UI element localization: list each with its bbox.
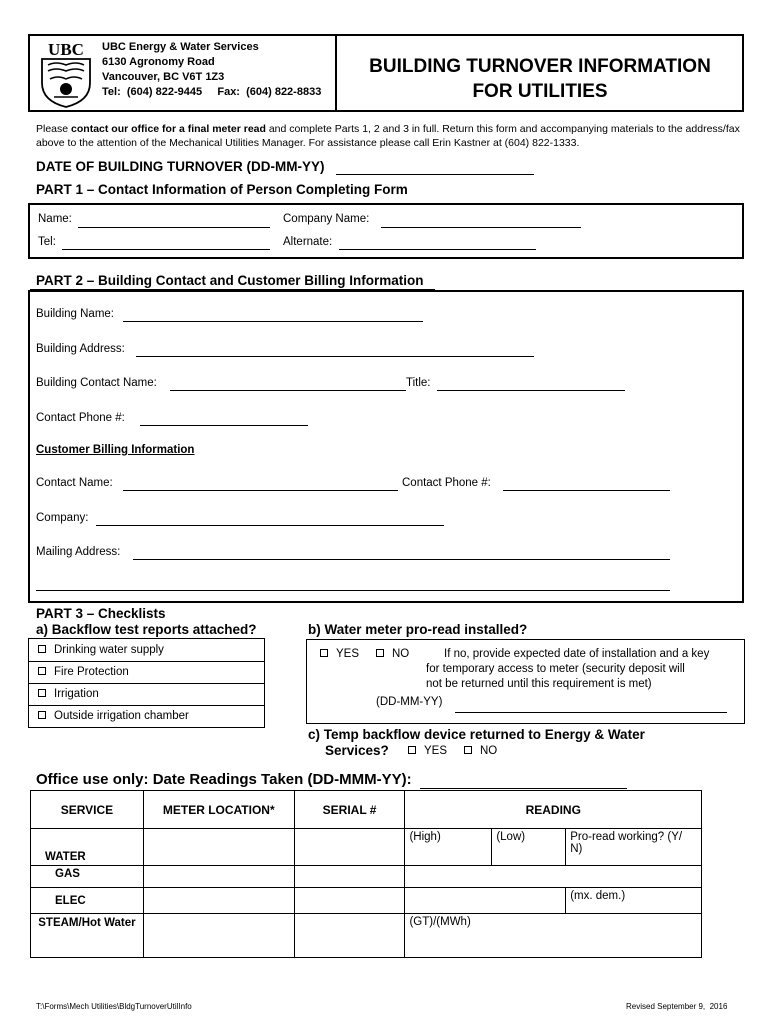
col-reading: READING: [405, 791, 702, 829]
part1-heading: PART 1 – Contact Information of Person Completing Form: [36, 182, 408, 197]
name-label: Name:: [38, 213, 72, 225]
steam-reading-cell[interactable]: (GT)/(MWh): [405, 914, 702, 958]
title-field[interactable]: [437, 390, 625, 391]
elec-meter-cell[interactable]: [143, 888, 294, 914]
company-name-label: Company Name:: [283, 213, 370, 225]
office-use-heading: Office use only: Date Readings Taken (DD-MMM-YY):: [36, 771, 412, 788]
col-meter-location: METER LOCATION*: [143, 791, 294, 829]
mailing-address-field-2[interactable]: [36, 590, 670, 591]
checkbox[interactable]: [38, 711, 46, 719]
building-address-label: Building Address:: [36, 343, 125, 355]
mailing-address-label: Mailing Address:: [36, 546, 121, 558]
tel-field[interactable]: [62, 249, 270, 250]
contact-phone-field[interactable]: [140, 425, 308, 426]
readings-table: [30, 790, 702, 958]
backflow-no[interactable]: NO: [464, 745, 497, 757]
water-serial-cell[interactable]: [294, 829, 405, 866]
billing-contact-phone-label: Contact Phone #:: [402, 477, 491, 489]
checkbox[interactable]: [38, 667, 46, 675]
city: Vancouver, BC V6T 1Z3: [102, 71, 225, 83]
part3c-heading: c) Temp backflow device returned to Energy & Water: [308, 727, 645, 742]
part3c-heading-2: Services?: [325, 743, 389, 758]
steam-meter-cell[interactable]: [143, 914, 294, 958]
company-name-field[interactable]: [381, 227, 581, 228]
footer-path: T:\Forms\Mech Utilities\BldgTurnoverUtilInfo: [36, 1002, 192, 1011]
building-contact-field[interactable]: [170, 390, 406, 391]
part3-heading: PART 3 – Checklists: [36, 606, 166, 621]
part3a-row-line: [28, 683, 265, 684]
intro-bold: contact our office for a final meter read: [71, 123, 266, 135]
part3a-heading: a) Backflow test reports attached?: [36, 622, 257, 637]
gas-reading-cell[interactable]: [405, 866, 702, 888]
part3a-row-line: [28, 661, 265, 662]
footer-revised: Revised September 9, 2016: [626, 1002, 728, 1011]
intro-text: Please contact our office for a final meter read and complete Parts 1, 2 and 3 in full. Return this form and accompanying materials to the address/fax above to the attention of the Mechanical Utilities Manager. For assistance please call Erin Kastner at (604) 822-1333.: [36, 123, 740, 149]
elec-serial-cell[interactable]: [294, 888, 405, 914]
form-title: [340, 54, 740, 104]
proread-date-field[interactable]: [455, 712, 727, 713]
header-divider: [335, 36, 337, 110]
building-name-field[interactable]: [123, 321, 423, 322]
mailing-address-field[interactable]: [133, 559, 670, 560]
checkbox[interactable]: [38, 689, 46, 697]
elec-mxdem-cell[interactable]: (mx. dem.): [566, 888, 702, 914]
title-line-2: FOR UTILITIES: [472, 81, 608, 102]
service-water: WATER: [31, 829, 144, 866]
alternate-field[interactable]: [339, 249, 536, 250]
steam-serial-cell[interactable]: [294, 914, 405, 958]
header-box: [28, 34, 744, 112]
name-field[interactable]: [78, 227, 270, 228]
checkbox[interactable]: [320, 649, 328, 657]
proread-note-3: not be returned until this requirement is met): [426, 678, 652, 690]
part2-heading: PART 2 – Building Contact and Customer Billing Information: [36, 273, 424, 288]
checkbox[interactable]: [38, 645, 46, 653]
col-serial: SERIAL #: [294, 791, 405, 829]
ubc-logo: [34, 39, 98, 109]
backflow-yes[interactable]: YES: [408, 745, 447, 757]
billing-contact-name-field[interactable]: [123, 490, 398, 491]
proread-note-2: for temporary access to meter (security deposit will: [426, 663, 685, 675]
service-gas: GAS: [31, 866, 144, 888]
billing-company-label: Company:: [36, 512, 89, 524]
building-contact-label: Building Contact Name:: [36, 377, 157, 389]
checkbox[interactable]: [408, 746, 416, 754]
part3a-row-line: [28, 705, 265, 706]
org-name: UBC Energy & Water Services: [102, 41, 259, 53]
water-low-cell[interactable]: (Low): [492, 829, 566, 866]
address-block: [102, 40, 321, 100]
part3b-heading: b) Water meter pro-read installed?: [308, 622, 528, 637]
title-line-1: BUILDING TURNOVER INFORMATION: [369, 56, 711, 77]
checklist-outside-irrigation[interactable]: Outside irrigation chamber: [38, 710, 189, 722]
proread-note-1: If no, provide expected date of installation and a key: [444, 648, 710, 660]
billing-contact-name-label: Contact Name:: [36, 477, 113, 489]
office-date-field[interactable]: [420, 788, 627, 789]
proread-yes[interactable]: YES: [320, 648, 359, 660]
contact-phone-label: Contact Phone #:: [36, 412, 125, 424]
elec-reading-cell[interactable]: [405, 888, 566, 914]
col-service: SERVICE: [31, 791, 144, 829]
water-meter-cell[interactable]: [143, 829, 294, 866]
billing-contact-phone-field[interactable]: [503, 490, 670, 491]
checklist-fire-protection[interactable]: Fire Protection: [38, 666, 129, 678]
checkbox[interactable]: [376, 649, 384, 657]
tel-label: Tel:: [38, 236, 56, 248]
billing-heading: Customer Billing Information: [36, 444, 195, 456]
street: 6130 Agronomy Road: [102, 56, 215, 68]
service-elec: ELEC: [31, 888, 144, 914]
checkbox[interactable]: [464, 746, 472, 754]
billing-company-field[interactable]: [96, 525, 444, 526]
tel-fax: Tel: (604) 822-9445 Fax: (604) 822-8833: [102, 86, 322, 98]
gas-serial-cell[interactable]: [294, 866, 405, 888]
date-turnover-field[interactable]: [336, 174, 534, 175]
water-proread-cell[interactable]: Pro-read working? (Y/ N): [566, 829, 702, 866]
service-steam: STEAM/Hot Water: [31, 914, 144, 958]
proread-date-label: (DD-MM-YY): [376, 696, 443, 708]
building-address-field[interactable]: [136, 356, 534, 357]
part1-box: [28, 203, 744, 259]
gas-meter-cell[interactable]: [143, 866, 294, 888]
alternate-label: Alternate:: [283, 236, 333, 248]
building-name-label: Building Name:: [36, 308, 114, 320]
title-label: Title:: [406, 377, 431, 389]
water-high-cell[interactable]: (High): [405, 829, 492, 866]
checklist-irrigation[interactable]: Irrigation: [38, 688, 99, 700]
date-turnover-label: DATE OF BUILDING TURNOVER (DD-MM-YY): [36, 159, 325, 174]
checklist-drinking-water[interactable]: Drinking water supply: [38, 644, 164, 656]
svg-text:UBC: UBC: [48, 40, 84, 59]
proread-no[interactable]: NO: [376, 648, 409, 660]
